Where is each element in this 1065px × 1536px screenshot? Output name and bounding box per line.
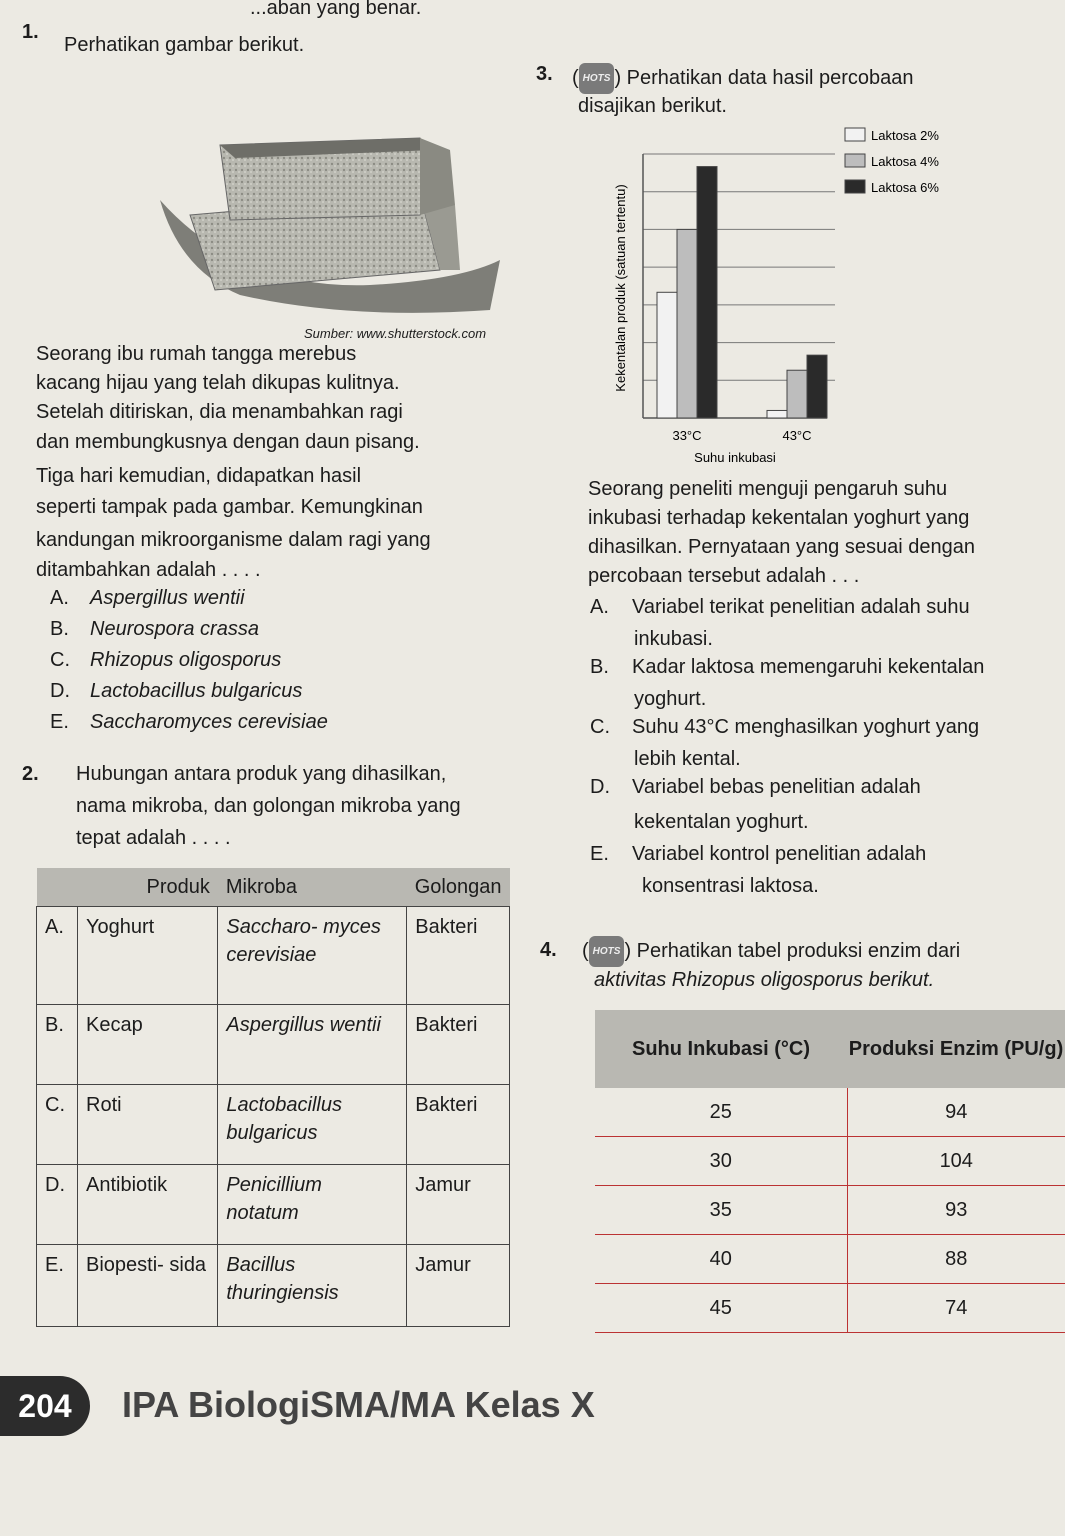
q1-text-line: Tiga hari kemudian, didapatkan hasil (36, 465, 362, 487)
q1-option-letter: B. (50, 618, 69, 640)
q3-intro: Perhatikan data hasil percobaan (626, 66, 914, 89)
q2-cell-produk: Yoghurt (78, 907, 218, 1005)
chart-bar (807, 355, 827, 418)
q3-text-line: percobaan tersebut adalah . . . (588, 565, 860, 587)
chart-bar (697, 167, 717, 418)
q1-text-line: Seorang ibu rumah tangga merebus (36, 343, 357, 365)
legend-swatch (845, 180, 865, 193)
q2-cell-produk: Biopesti- sida (78, 1245, 218, 1327)
q3-option-line: konsentrasi laktosa. (642, 875, 819, 897)
top-partial-text: ...aban yang benar. (250, 0, 422, 19)
q3-option-line: yoghurt. (634, 688, 707, 710)
q2-row-letter: D. (37, 1165, 78, 1245)
q2-cell-golongan: Bakteri (407, 1085, 510, 1165)
q2-table-row (37, 1165, 510, 1245)
q3-chart (595, 118, 965, 468)
q2-cell-mikroba: Penicillium notatum (218, 1165, 407, 1245)
q2-cell-produk: Antibiotik (78, 1165, 218, 1245)
q1-option-letter: A. (50, 587, 69, 609)
q2-table-row (37, 1005, 510, 1085)
q1-intro: Perhatikan gambar berikut. (64, 34, 305, 56)
q1-text-line: dan membungkusnya dengan daun pisang. (36, 431, 420, 453)
q2-row-letter: A. (37, 907, 78, 1005)
chart-bar (677, 229, 697, 418)
q4-table-row (595, 1235, 1065, 1284)
q3-number: 3. (536, 63, 553, 85)
q4-cell-produksi: 93 (847, 1186, 1065, 1235)
q3-text-line: Seorang peneliti menguji pengaruh suhu (588, 478, 948, 500)
q1-option-letter: D. (50, 680, 70, 702)
q4-cell-produksi: 74 (847, 1284, 1065, 1333)
q2-cell-golongan: Jamur (407, 1165, 510, 1245)
q2-row-letter: E. (37, 1245, 78, 1327)
q2-cell-produk: Kecap (78, 1005, 218, 1085)
q3-option-letter: D. (590, 776, 610, 798)
q4-cell-suhu: 25 (595, 1088, 847, 1137)
x-tick-label: 43°C (782, 428, 812, 443)
book-title: IPA BiologiSMA/MA Kelas X (122, 1384, 595, 1425)
chart-bar (767, 410, 787, 418)
q2-text-line: tepat adalah . . . . (76, 827, 231, 849)
q4-cell-produksi: 88 (847, 1235, 1065, 1284)
q1-option-letter: C. (50, 649, 70, 671)
legend-label: Laktosa 2% (871, 128, 939, 143)
q4-number: 4. (540, 939, 557, 961)
q3-option-line: Suhu 43°C menghasilkan yoghurt yang (632, 716, 980, 738)
q3-option-line: Kadar laktosa memengaruhi kekentalan (632, 656, 985, 678)
q4-header-suhu: Suhu Inkubasi (°C) (595, 1010, 847, 1088)
q2-header-mikroba: Mikroba (218, 868, 407, 907)
q4-table-row (595, 1137, 1065, 1186)
q2-cell-golongan: Bakteri (407, 907, 510, 1005)
q2-table-row (37, 1085, 510, 1165)
q4-table-row (595, 1186, 1065, 1235)
q4-table-row (595, 1088, 1065, 1137)
legend-swatch (845, 154, 865, 167)
q2-header-golongan: Golongan (407, 868, 510, 907)
tempeh-photo (120, 120, 510, 320)
q2-cell-mikroba: Lactobacillus bulgaricus (218, 1085, 407, 1165)
q3-text-line: inkubasi terhadap kekentalan yoghurt yang (588, 507, 970, 529)
legend-label: Laktosa 6% (871, 180, 939, 195)
hots-badge: HOTS (579, 63, 615, 94)
q3-option-line: Variabel terikat penelitian adalah suhu (632, 596, 970, 618)
chart-x-ticks (672, 428, 811, 443)
q4-intro-line: ( HOTS ) Perhatikan tabel produksi enzim dari (582, 936, 960, 967)
q3-text-line: dihasilkan. Pernyataan yang sesuai dengan (588, 536, 975, 558)
x-tick-label: 33°C (672, 428, 702, 443)
q4-cell-produksi: 104 (847, 1137, 1065, 1186)
q3-option-letter: C. (590, 716, 610, 738)
q3-option-line: lebih kental. (634, 748, 741, 770)
q2-table (36, 868, 510, 1327)
q2-row-letter: C. (37, 1085, 78, 1165)
q1-option-text: Saccharomyces cerevisiae (90, 711, 328, 733)
q1-option-text: Neurospora crassa (90, 618, 259, 640)
q2-cell-mikroba: Saccharo- myces cerevisiae (218, 907, 407, 1005)
q3-option-line: inkubasi. (634, 628, 713, 650)
q2-cell-mikroba: Aspergillus wentii (218, 1005, 407, 1085)
page-number: 204 (0, 1376, 90, 1436)
q1-option-text: Rhizopus oligosporus (90, 649, 282, 671)
q1-image-source: Sumber: www.shutterstock.com (304, 326, 487, 341)
q4-cell-produksi: 94 (847, 1088, 1065, 1137)
q3-option-letter: A. (590, 596, 609, 618)
q1-option-text: Lactobacillus bulgaricus (90, 680, 303, 702)
legend-label: Laktosa 4% (871, 154, 939, 169)
legend-swatch (845, 128, 865, 141)
hots-badge: HOTS (589, 936, 625, 967)
q1-text-line: seperti tampak pada gambar. Kemungkinan (36, 496, 423, 518)
q2-cell-golongan: Bakteri (407, 1005, 510, 1085)
chart-ylabel: Kekentalan produk (satuan tertentu) (613, 184, 628, 392)
q4-intro-2: aktivitas Rhizopus oligosporus berikut. (594, 969, 935, 991)
q4-cell-suhu: 45 (595, 1284, 847, 1333)
chart-legend (845, 128, 939, 195)
q2-cell-golongan: Jamur (407, 1245, 510, 1327)
q2-cell-produk: Roti (78, 1085, 218, 1165)
chart-bar (657, 292, 677, 418)
q1-option-letter: E. (50, 711, 69, 733)
q2-number: 2. (22, 763, 39, 785)
q2-header-produk: Produk (37, 868, 218, 907)
q2-row-letter: B. (37, 1005, 78, 1085)
q1-option-text: Aspergillus wentii (90, 587, 245, 609)
q2-text-line: Hubungan antara produk yang dihasilkan, (76, 763, 447, 785)
q3-option-line: kekentalan yoghurt. (634, 811, 809, 833)
q3-option-line: Variabel kontrol penelitian adalah (632, 843, 927, 865)
q2-table-row (37, 907, 510, 1005)
q4-header-produksi: Produksi Enzim (PU/g) (847, 1010, 1065, 1088)
q2-cell-mikroba: Bacillus thuringiensis (218, 1245, 407, 1327)
q4-cell-suhu: 30 (595, 1137, 847, 1186)
q1-text-line: kandungan mikroorganisme dalam ragi yang (36, 529, 431, 551)
chart-bar (787, 370, 807, 418)
q3-option-letter: B. (590, 656, 609, 678)
q3-intro-2: disajikan berikut. (578, 95, 727, 117)
q1-text-line: Setelah ditiriskan, dia menambahkan ragi (36, 401, 403, 423)
q4-intro: Perhatikan tabel produksi enzim dari (636, 939, 961, 962)
q4-cell-suhu: 40 (595, 1235, 847, 1284)
q2-text-line: nama mikroba, dan golongan mikroba yang (76, 795, 461, 817)
q2-table-row (37, 1245, 510, 1327)
q4-table-row (595, 1284, 1065, 1333)
q4-cell-suhu: 35 (595, 1186, 847, 1235)
q4-table (595, 1010, 1065, 1333)
chart-xlabel: Suhu inkubasi (694, 450, 776, 465)
q1-number: 1. (22, 21, 39, 43)
q3-intro-line: ( HOTS ) Perhatikan data hasil percobaan (572, 63, 914, 94)
q3-option-letter: E. (590, 843, 609, 865)
q3-option-line: Variabel bebas penelitian adalah (632, 776, 921, 798)
q1-text-line: kacang hijau yang telah dikupas kulitnya. (36, 372, 400, 394)
q1-text-line: ditambahkan adalah . . . . (36, 559, 261, 581)
